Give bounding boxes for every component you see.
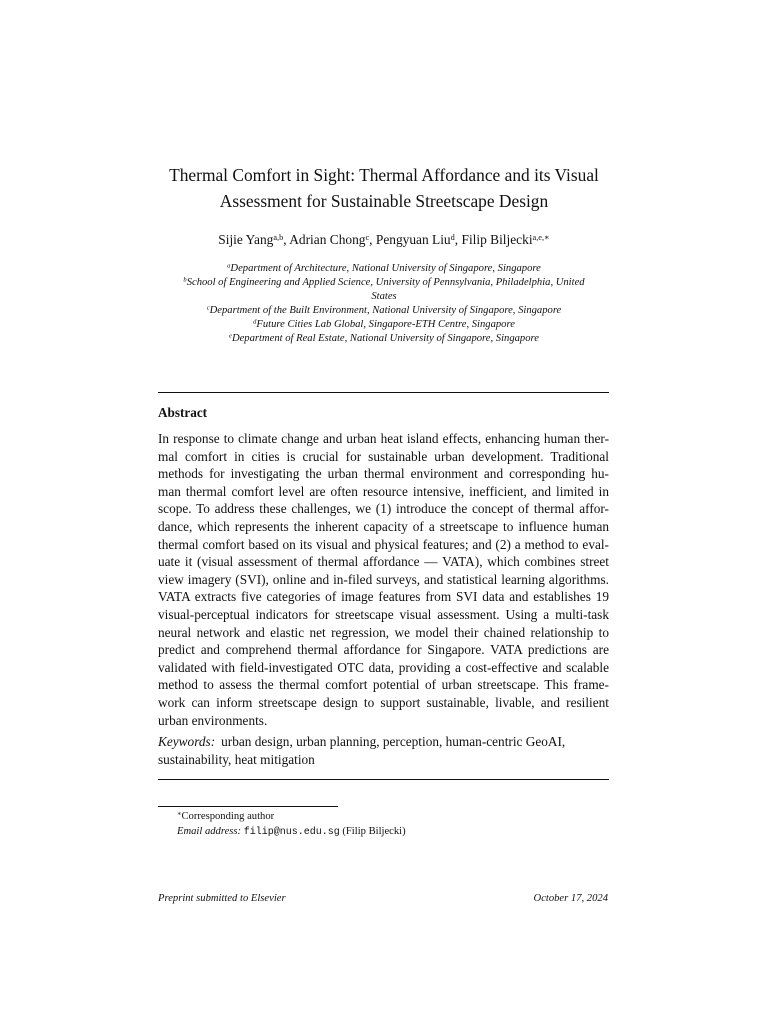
abstract-heading: Abstract xyxy=(158,405,208,420)
abstract-line: man thermal comfort level are often resource intensive, inefficient, and limited in xyxy=(158,483,609,499)
affiliation-text: Department of the Built Environment, National University of Singapore, Singapore xyxy=(209,305,562,316)
abstract-line: VATA extracts five categories of image features from SVI data and establishes 19 xyxy=(158,589,609,605)
abstract-line: mal comfort in cities is crucial for sustainable urban development. Traditional xyxy=(158,448,609,464)
author-list: Sijie Yang$^{a,b}$, Adrian Chong$^c$, Pengyuan Liu$^d$, Filip Biljecki$^{a,e,∗}$ xyxy=(218,232,550,247)
abstract-line: thermal comfort based on its visual and physical features; and (2) a method to eval- xyxy=(158,536,609,552)
paper-title-line-1: Thermal Comfort in Sight: Thermal Affordance and its Visual xyxy=(169,165,599,185)
keywords-line-2: sustainability, heat mitigation xyxy=(158,751,315,767)
affiliation-text: Department of Architecture, National University of Singapore, Singapore xyxy=(230,263,541,274)
author-name: Adrian Chong xyxy=(289,232,366,247)
keywords-block xyxy=(158,733,609,768)
author-affiliation-marker: a,b xyxy=(273,232,284,242)
footnote-marker: ∗ xyxy=(177,810,182,818)
paper-title xyxy=(120,162,648,214)
affiliation-marker: c xyxy=(206,304,210,312)
affiliation-marker: e xyxy=(229,332,232,340)
affiliation-marker: d xyxy=(253,318,257,326)
keywords-text: urban design, urban planning, perception, human-centric GeoAI, xyxy=(221,734,566,749)
abstract-line: work can inform streetscape design to support sustainable, livable, and resilient xyxy=(158,694,609,710)
corresponding-author-note xyxy=(177,809,406,824)
footnote-rule xyxy=(158,806,338,807)
affiliation-marker: a xyxy=(227,262,231,270)
email-link[interactable]: filip@nus.edu.sg xyxy=(243,827,340,838)
author-name: Pengyuan Liu xyxy=(375,232,451,247)
abstract-line: validated with field-investigated OTC data, providing a cost-effective and scalable xyxy=(158,659,609,675)
affiliation-list xyxy=(160,262,608,346)
abstract-line: urban environments. xyxy=(158,712,268,728)
abstract-line: view imagery (SVI), online and in-filed surveys, and statistical learning algorithms. xyxy=(158,571,609,587)
affiliation-item xyxy=(160,332,608,346)
corresponding-author-text: Corresponding author xyxy=(181,811,275,822)
abstract-line: In response to climate change and urban heat island effects, enhancing human ther- xyxy=(158,431,609,446)
author-affiliation-marker: c xyxy=(365,232,370,242)
footer-date: October 17, 2024 xyxy=(533,893,608,904)
author-name: Sijie Yang xyxy=(218,232,274,247)
author-affiliation-marker: d xyxy=(450,232,455,242)
abstract-line: scope. To address these challenges, we (1) introduce the concept of thermal affor- xyxy=(158,501,609,517)
affiliation-item xyxy=(160,276,608,290)
abstract-line: dance, which represents the inherent capacity of a streetscape to influence human xyxy=(158,518,609,534)
paper-title-line-2: Assessment for Sustainable Streetscape Design xyxy=(219,191,549,211)
abstract-line: uate it (visual assessment of thermal affordance — VATA), which combines street xyxy=(158,554,609,570)
affiliation-text: Department of Real Estate, National University of Singapore, Singapore xyxy=(231,333,539,344)
abstract-line: predict and comprehend thermal affordance for Singapore. VATA predictions are xyxy=(158,642,609,658)
abstract-line: method to assess the thermal comfort potential of urban streetscape. This frame- xyxy=(158,677,609,693)
email-label: Email address: xyxy=(177,826,242,837)
email-owner: (Filip Biljecki) xyxy=(342,826,406,837)
abstract-bottom-rule xyxy=(158,779,609,780)
affiliation-marker: b xyxy=(183,276,187,284)
keywords-line-1 xyxy=(158,733,609,751)
abstract-line: methods for investigating the urban thermal environment and corresponding hu- xyxy=(158,466,609,482)
keywords-label: Keywords: xyxy=(158,734,216,749)
abstract-top-rule xyxy=(158,392,609,393)
affiliation-text: Future Cities Lab Global, Singapore-ETH Centre, Singapore xyxy=(256,319,515,330)
footer-preprint-note: Preprint submitted to Elsevier xyxy=(158,893,286,904)
author-name: Filip Biljecki xyxy=(461,232,533,247)
author-affiliation-marker: a,e,∗ xyxy=(532,232,550,242)
affiliation-item xyxy=(160,262,608,276)
email-note xyxy=(177,824,406,840)
affiliation-item xyxy=(160,304,608,318)
abstract-line: neural network and elastic net regression, we model their chained relationship to xyxy=(158,624,609,640)
footnote xyxy=(177,809,406,840)
abstract-body xyxy=(158,430,609,729)
affiliation-item xyxy=(160,318,608,332)
affiliation-item-continued: States xyxy=(371,291,397,302)
abstract-line: visual-perceptual indicators for streetscape visual assessment. Using a multi-task xyxy=(158,606,609,622)
affiliation-text: School of Engineering and Applied Science, University of Pennsylvania, Philadelphia, United xyxy=(186,277,585,288)
